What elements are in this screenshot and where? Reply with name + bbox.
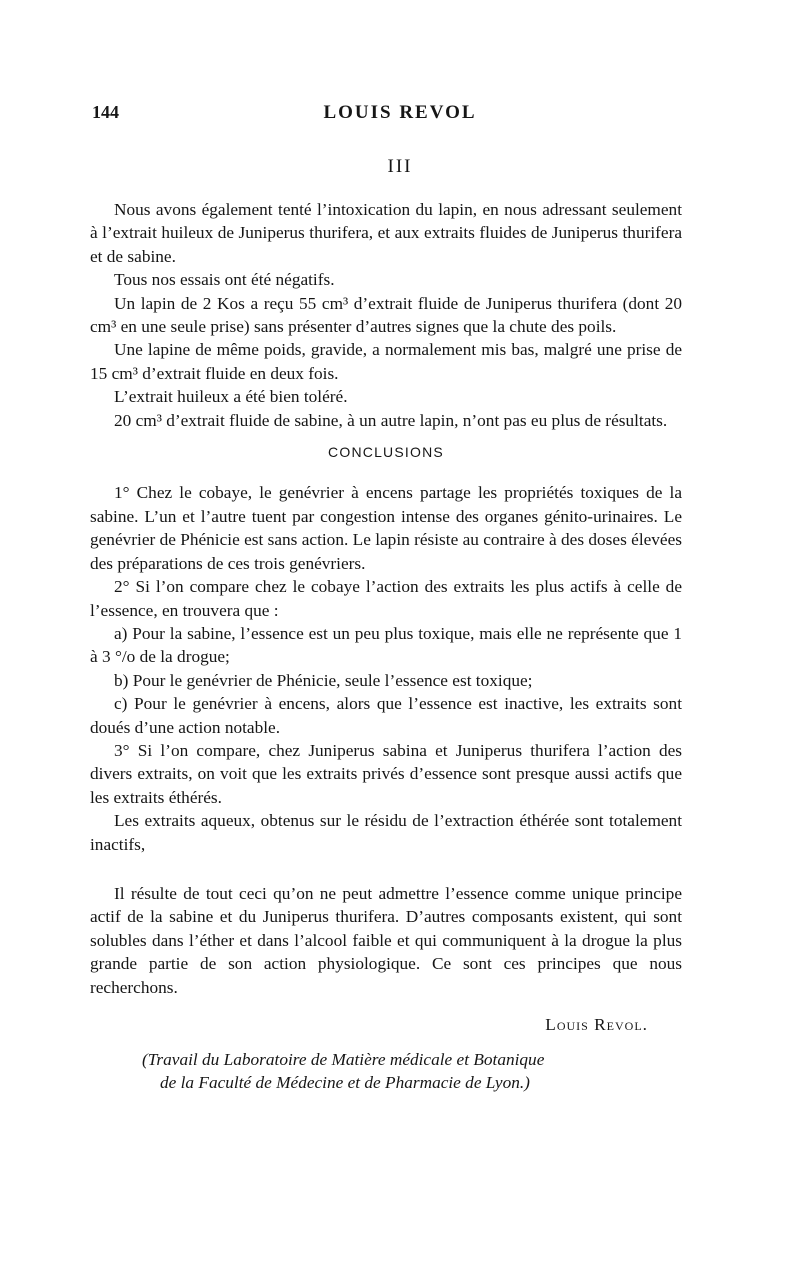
article-body: [90, 198, 682, 1094]
conclusion-item-c: c) Pour le genévrier à encens, alors que l’essence est inactive, les extraits sont doués d’une action notable.: [90, 694, 682, 737]
paragraph: Une lapine de même poids, gravide, a normalement mis bas, malgré une prise de 15 cm³ d’extrait fluide en deux fois.: [90, 340, 682, 383]
conclusion-item-a: a) Pour la sabine, l’essence est un peu plus toxique, mais elle ne représente que 1 à 3 °/o de la drogue;: [90, 623, 682, 667]
conclusion-paragraph: 3° Si l’on compare, chez Juniperus sabina et Juniperus thurifera l’action des divers extraits, on voit que les extraits privés d’essence sont presque aussi actifs que les extraits éthérés.: [90, 740, 682, 807]
conclusion-item-b: b) Pour le genévrier de Phénicie, seule l’essence est toxique;: [114, 670, 533, 690]
paragraph: Un lapin de 2 Kos a reçu 55 cm³ d’extrait fluide de Juniperus thurifera (dont 20 cm³ en une seule prise) sans présenter d’autres signes que la chute des poils.: [90, 293, 682, 337]
conclusion-paragraph: 1° Chez le cobaye, le genévrier à encens partage les propriétés toxiques de la sabine. L’un et l’autre tuent par congestion intense des organes génito-urinaires. Le genévrier de Phénicie est sans action. Le lapin résiste au contraire à des doses élevées des préparations de ces trois genévriers.: [90, 483, 682, 573]
page-number: 144: [92, 102, 119, 122]
author-signature: Louis Revol.: [545, 1015, 648, 1034]
section-heading: III: [387, 156, 413, 177]
conclusions-heading: CONCLUSIONS: [328, 444, 444, 461]
paragraph: 20 cm³ d’extrait fluide de sabine, à un autre lapin, n’ont pas eu plus de résultats.: [114, 410, 668, 430]
final-paragraph: Il résulte de tout ceci qu’on ne peut admettre l’essence comme unique principe actif de la sabine et du Juniperus thurifera. D’autres composants existent, qui sont solubles dans l’éther et dans l’alcool faible et qui communiquent à la drogue la plus grande partie de son action physiologique. Ce sont ces principes que nous recherchons.: [90, 883, 682, 997]
paragraph: Nous avons également tenté l’intoxication du lapin, en nous adressant seulement à l’extrait huileux de Juniperus thurifera, et aux extraits fluides de Juniperus thurifera et de sabine.: [90, 200, 682, 266]
conclusion-paragraph: 2° Si l’on compare chez le cobaye l’action des extraits les plus actifs à celle de l’essence, en trouvera que :: [90, 577, 682, 620]
paragraph: L’extrait huileux a été bien toléré.: [114, 387, 348, 407]
paragraph: Tous nos essais ont été négatifs.: [114, 270, 335, 290]
conclusion-paragraph: Les extraits aqueux, obtenus sur le résidu de l’extraction éthérée sont totalement inactifs,: [90, 811, 682, 854]
running-head: LOUIS REVOL: [323, 102, 477, 123]
page-header: [0, 100, 800, 130]
affiliation-line-1: (Travail du Laboratoire de Matière médicale et Botanique: [142, 1050, 545, 1070]
affiliation-note: [90, 1048, 682, 1094]
affiliation-line-2: de la Faculté de Médecine et de Pharmacie de Lyon.): [160, 1073, 530, 1093]
